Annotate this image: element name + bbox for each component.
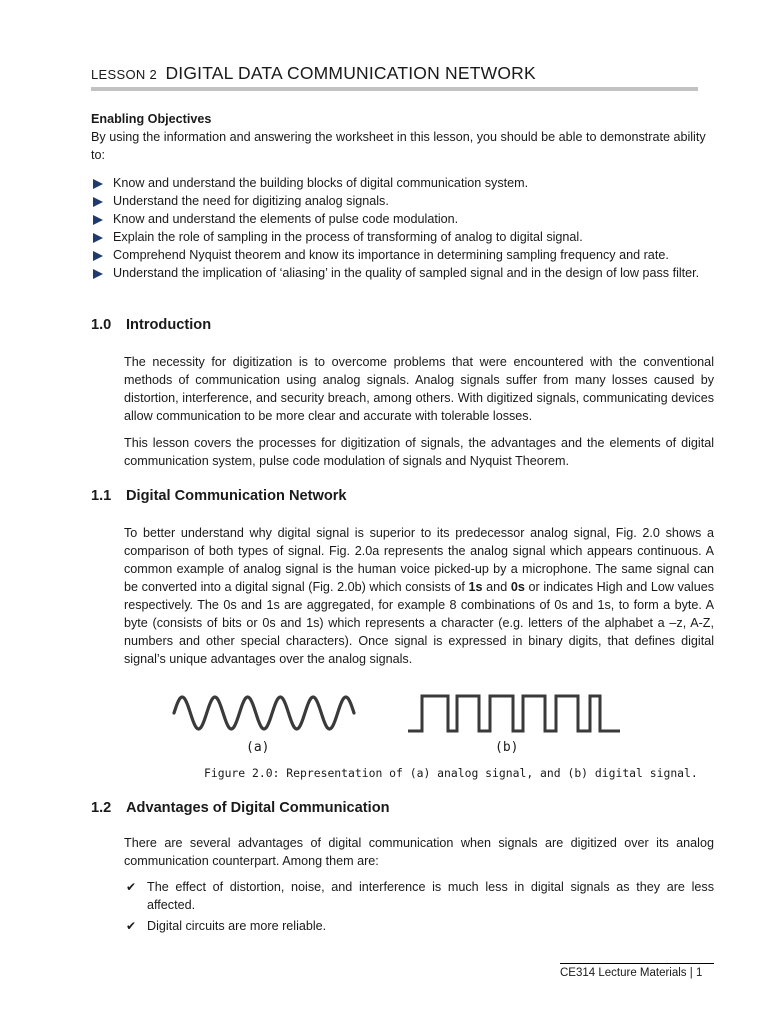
section-heading-network (91, 488, 347, 504)
objective-text: Understand the need for digitizing analog signals. (113, 194, 389, 208)
figure-2-0 (168, 686, 628, 755)
advantage-text: Digital circuits are more reliable. (147, 919, 327, 933)
network-text-b: or indicates High and Low values respectively. The 0s and 1s are aggregated, for example 8 combinations of 0s and 1s, to form a byte. A byte (consists of bits or 0s and 1s) which represents a character (e.g. letters of the alphabet a –z, A-Z, numbers and other special characters). Once signal is expressed in binary digits, that defines digital signal’s unique advantages over the analog signals. (124, 580, 714, 666)
bold-0s: 0s (510, 580, 525, 594)
triangle-bullet-icon (93, 197, 103, 207)
objective-text: Explain the role of sampling in the process of transforming of analog to digital signal. (113, 230, 583, 244)
section-title: Digital Communication Network (126, 488, 347, 504)
network-text-and: and (482, 580, 511, 594)
advantages-list (124, 878, 714, 938)
section-title: Advantages of Digital Communication (126, 800, 390, 816)
checkmark-icon: ✔ (126, 880, 137, 894)
triangle-bullet-icon (93, 251, 103, 261)
lesson-header (91, 63, 698, 84)
triangle-bullet-icon (93, 179, 103, 189)
section-number: 1.0 (91, 317, 112, 333)
network-paragraph (124, 524, 714, 668)
section-title: Introduction (126, 317, 212, 333)
objective-item (91, 246, 711, 264)
triangle-bullet-icon (93, 233, 103, 243)
objective-item (91, 228, 711, 246)
objective-text: Know and understand the elements of pulse code modulation. (113, 212, 459, 226)
section-heading-introduction (91, 317, 211, 333)
page-footer: CE314 Lecture Materials | 1 (560, 967, 703, 979)
figure-caption: Figure 2.0: Representation of (a) analog signal, and (b) digital signal. (204, 766, 698, 780)
introduction-paragraph-1: The necessity for digitization is to overcome problems that were encountered with the conventional methods of communication using analog signals. Analog signals suffer from many losses caused by distortion, interference, and security breach, among others. With digitized signals, communicating devices allow communication to be more clear and accurate with tolerable losses. (124, 355, 714, 423)
network-text-a: To better understand why digital signal is superior to its predecessor analog signal, Fig. 2.0 shows a comparison of both types of signal. Fig. 2.0a represents the analog signal which appears continuous. A common example of analog signal is the human voice picked-up by a microphone. The same signal can be converted into a digital signal (Fig. 2.0b) which consists of (124, 526, 714, 594)
figure-label-b: (b) (495, 740, 519, 755)
checkmark-icon: ✔ (126, 919, 137, 933)
triangle-bullet-icon (93, 215, 103, 225)
objective-item (91, 210, 711, 228)
bold-1s: 1s (468, 580, 483, 594)
section-heading-advantages (91, 800, 390, 816)
advantage-item (124, 878, 714, 914)
advantages-paragraph: There are several advantages of digital communication when signals are digitized over its analog communication counterpart. Among them are: (124, 836, 714, 868)
section-number: 1.1 (91, 488, 112, 504)
objective-item (91, 264, 711, 282)
objective-text: Comprehend Nyquist theorem and know its importance in determining sampling frequency and rate. (113, 248, 669, 262)
objective-text: Understand the implication of ‘aliasing’ in the quality of sampled signal and in the design of low pass filter. (113, 266, 700, 280)
objectives-heading: Enabling Objectives (91, 112, 212, 126)
enabling-objectives (91, 110, 711, 282)
objective-text: Know and understand the building blocks of digital communication system. (113, 176, 529, 190)
figure-label-a: (a) (246, 740, 270, 755)
section-number: 1.2 (91, 800, 112, 816)
figure-signals (168, 686, 628, 742)
objective-item (91, 174, 711, 192)
lesson-title: DIGITAL DATA COMMUNICATION NETWORK (165, 63, 536, 83)
objectives-list (91, 174, 711, 282)
footer-rule (560, 963, 714, 964)
lesson-label: LESSON 2 (91, 67, 157, 82)
advantage-item (124, 917, 714, 935)
objectives-intro: By using the information and answering the worksheet in this lesson, you should be able to demonstrate ability to: (91, 130, 706, 162)
objective-item (91, 192, 711, 210)
advantage-text: The effect of distortion, noise, and interference is much less in digital signals as they are less affected. (147, 880, 714, 912)
triangle-bullet-icon (93, 269, 103, 279)
introduction-paragraph-2: This lesson covers the processes for digitization of signals, the advantages and the elements of digital communication system, pulse code modulation of signals and Nyquist Theorem. (124, 436, 714, 468)
header-rule (91, 87, 698, 91)
digital-signal-wave (408, 696, 620, 731)
analog-signal-wave (174, 697, 354, 729)
